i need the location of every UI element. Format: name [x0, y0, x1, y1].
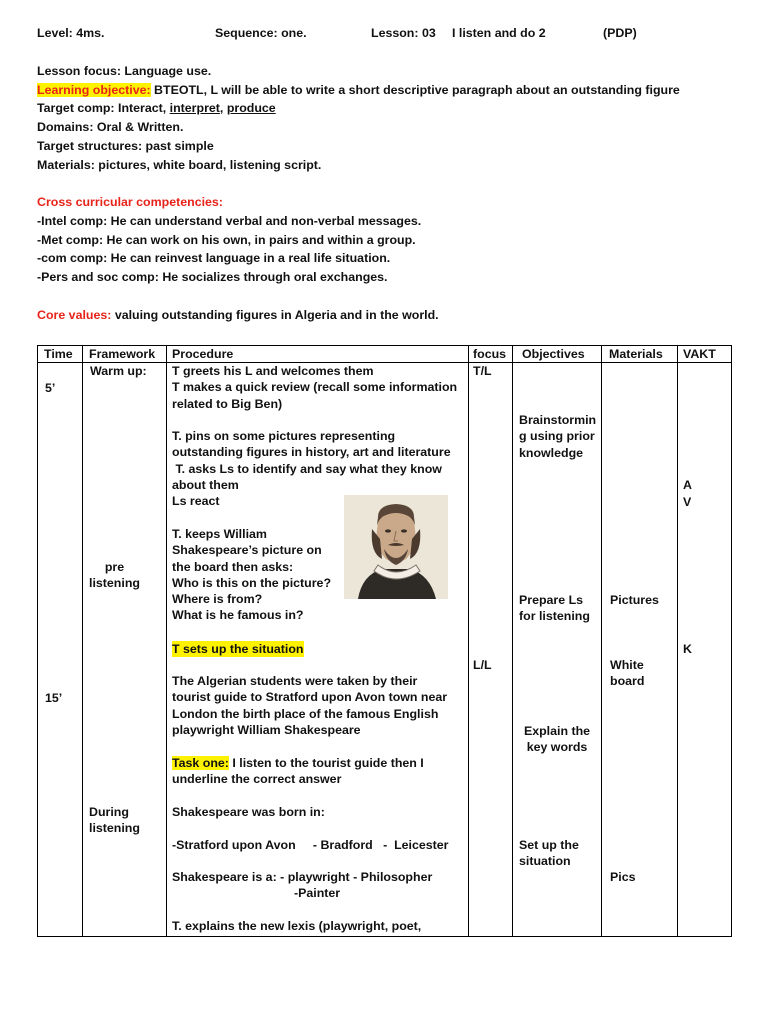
target-comp-produce: produce [226, 101, 276, 115]
target-comp-sep: , [219, 101, 227, 115]
target-structures: Target structures: past simple [37, 139, 214, 153]
procedure-line: T. asks Ls to identify and say what they know [172, 461, 442, 476]
task-one [172, 755, 424, 771]
header-procedure: Procedure [172, 347, 234, 361]
competency-item: -Pers and soc comp: He socializes through oral exchanges. [37, 270, 388, 284]
stage-during-line: During [89, 805, 129, 819]
focus-value: T/L [473, 364, 492, 378]
shakespeare-portrait [344, 495, 448, 599]
procedure-line: London the birth place of the famous English [172, 706, 439, 721]
material-pics: Pics [610, 870, 636, 884]
procedure-line: playwright William Shakespeare [172, 722, 361, 737]
pdp-label: (PDP) [603, 26, 637, 40]
stage-during-listening [89, 804, 140, 837]
portrait-image [344, 495, 448, 599]
lesson-title: I listen and do 2 [452, 26, 546, 40]
col-divider [468, 345, 469, 937]
procedure-line: Who is this on the picture? [172, 575, 332, 590]
procedure-line: T makes a quick review (recall some information [172, 380, 458, 395]
situation-highlight: T sets up the situation [172, 642, 304, 656]
procedure-line: Ls react [172, 494, 220, 509]
focus-value: L/L [473, 658, 492, 672]
procedure-line: Where is from? [172, 592, 263, 607]
objective-setup [519, 837, 579, 870]
task-one-text-2: underline the correct answer [172, 772, 342, 786]
target-comp-interpret: interpret [169, 101, 220, 115]
procedure-line: the board then asks: [172, 559, 294, 574]
vakt-value: K [683, 642, 692, 656]
procedure-questions [172, 526, 331, 624]
header-vakt: VAKT [683, 347, 716, 361]
header-framework: Framework [89, 347, 156, 361]
col-divider [82, 345, 83, 937]
col-divider [512, 345, 513, 937]
procedure-line: T. pins on some pictures representing [172, 429, 396, 443]
core-values [37, 307, 439, 323]
table-border-left [37, 345, 38, 937]
header-focus: focus [473, 347, 507, 361]
material-pictures: Pictures [610, 593, 659, 607]
objective-line: for listening [519, 609, 590, 624]
vakt-value: V [683, 495, 692, 509]
level-label: Level: 4ms. [37, 26, 105, 40]
procedure-line: T greets his L and welcomes them [172, 364, 374, 378]
competency-item: -com comp: He can reinvest language in a real life situation. [37, 251, 391, 265]
lesson-focus: Lesson focus: Language use. [37, 64, 212, 78]
objective-line: Prepare Ls [519, 593, 584, 607]
competency-item: -Intel comp: He can understand verbal and non-verbal messages. [37, 214, 422, 228]
procedure-line: tourist guide to Stratford upon Avon town near [172, 690, 448, 705]
col-divider [601, 345, 602, 937]
task-one-text: I listen to the tourist guide then I [228, 756, 424, 770]
vakt-value: A [683, 478, 692, 492]
procedure-warmup [172, 363, 457, 412]
time-value: 15’ [45, 691, 63, 705]
objective-line: Brainstormin [519, 413, 597, 427]
material-line: board [610, 674, 645, 689]
objective-line: situation [519, 854, 571, 869]
competencies-heading: Cross curricular competencies: [37, 195, 223, 209]
born-question: Shakespeare was born in: [172, 805, 325, 819]
stage-during-line: listening [89, 821, 140, 836]
material-line: White [610, 658, 644, 672]
materials-line: Materials: pictures, white board, listening script. [37, 158, 322, 172]
stage-pre-listening [83, 559, 146, 592]
target-comp-prefix: Target comp: Interact, [37, 101, 170, 115]
core-values-text: valuing outstanding figures in Algeria and in the world. [111, 308, 439, 322]
header-objectives: Objectives [522, 347, 585, 361]
target-comp [37, 100, 276, 116]
objective-prepare [519, 592, 590, 625]
born-options: -Stratford upon Avon - Bradford - Leicester [172, 838, 449, 852]
table-border-bottom [37, 936, 732, 937]
procedure-line: What is he famous in? [172, 608, 304, 623]
core-values-label: Core values: [37, 308, 112, 322]
stage-pre-line: listening [89, 576, 140, 591]
profession-option-painter: -Painter [294, 886, 341, 900]
header-materials: Materials [609, 347, 663, 361]
time-value: 5’ [45, 381, 56, 395]
procedure-line: related to Big Ben) [172, 396, 283, 411]
competency-item: -Met comp: He can work on his own, in pairs and within a group. [37, 233, 416, 247]
material-whiteboard [610, 657, 644, 690]
col-divider [677, 345, 678, 937]
procedure-line: The Algerian students were taken by their [172, 674, 418, 688]
learning-objective-label: Learning objective: [37, 83, 151, 97]
sequence-label: Sequence: one. [215, 26, 307, 40]
procedure-situation [172, 673, 447, 738]
stage-pre-line: pre [104, 560, 125, 574]
col-divider [166, 345, 167, 937]
objective-explain [513, 723, 601, 756]
learning-objective-text: BTEOTL, L will be able to write a short descriptive paragraph about an outstanding figure [150, 83, 680, 97]
profession-options: Shakespeare is a: - playwright - Philosopher [172, 870, 433, 884]
procedure-line: Shakespeare’s picture on [172, 543, 322, 558]
lesson-label: Lesson: 03 [371, 26, 436, 40]
objective-line: g using prior [519, 429, 595, 444]
lexis-line: T. explains the new lexis (playwright, poet, [172, 919, 422, 933]
procedure-line: about them [172, 477, 239, 492]
objective-line: Set up the [519, 838, 579, 852]
header-time: Time [44, 347, 73, 361]
stage-warm-up: Warm up: [90, 364, 147, 378]
learning-objective [37, 82, 680, 98]
procedure-line: T. keeps William [172, 527, 267, 541]
table-border-right [731, 345, 732, 937]
domains: Domains: Oral & Written. [37, 120, 184, 134]
objective-line: Explain the [523, 724, 591, 738]
objective-line: key words [526, 740, 588, 755]
objective-brainstorm [519, 412, 596, 461]
objective-line: knowledge [519, 445, 584, 460]
procedure-line: outstanding figures in history, art and literature [172, 445, 451, 460]
task-one-label: Task one: [172, 756, 229, 770]
